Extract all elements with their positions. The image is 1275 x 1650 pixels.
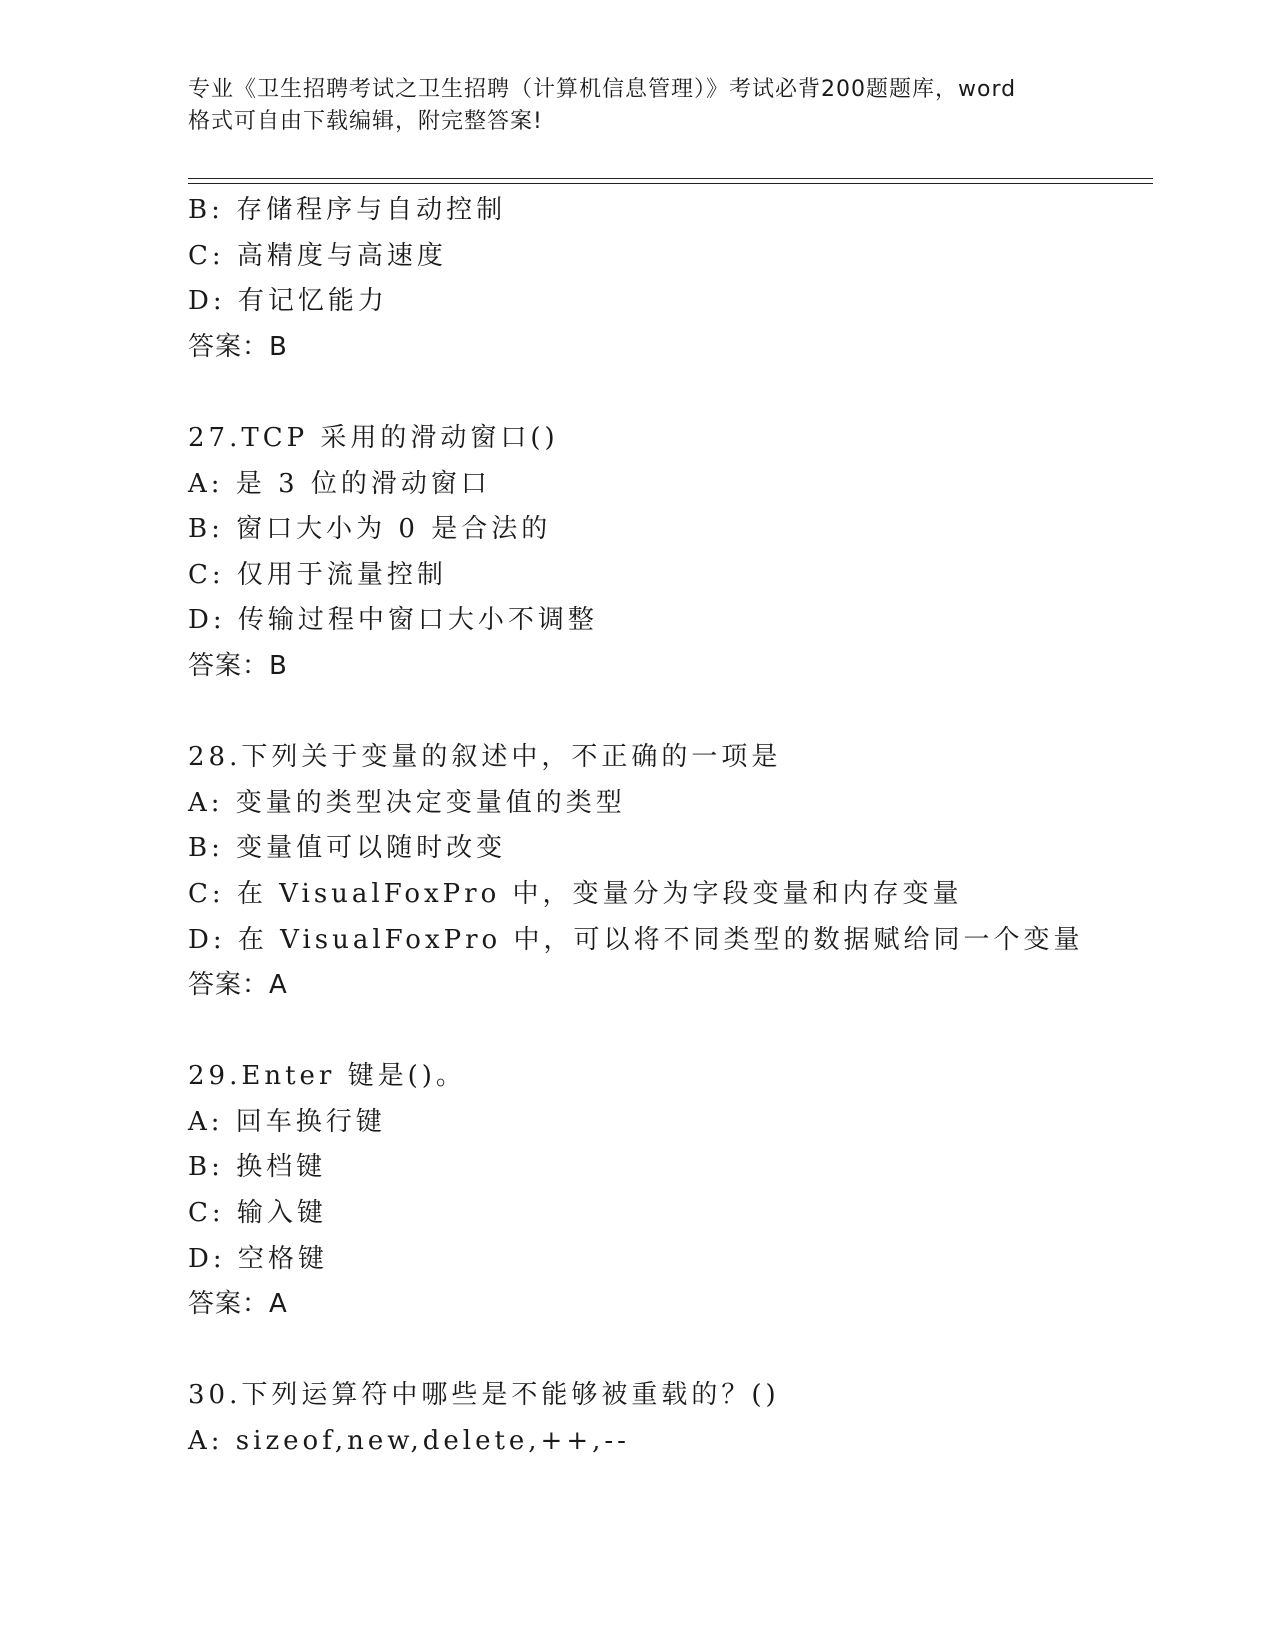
- question-text: 28.下列关于变量的叙述中，不正确的一项是: [188, 742, 782, 773]
- option-d: D: 传输过程中窗口大小不调整: [188, 605, 598, 636]
- question-block-30: [188, 1373, 1148, 1464]
- question-text: 29.Enter 键是()。: [188, 1061, 466, 1092]
- question-block-27: [188, 416, 1148, 690]
- answer-line: 答案：B: [188, 331, 288, 362]
- question-text: 27.TCP 采用的滑动窗口(): [188, 422, 559, 453]
- option-d: D: 在 VisualFoxPro 中，可以将不同类型的数据赋给同一个变量: [188, 924, 1084, 955]
- question-text: 30.下列运算符中哪些是不能够被重载的？(): [188, 1380, 780, 1411]
- answer-line: 答案：A: [188, 1289, 288, 1320]
- option-a: A: 回车换行键: [188, 1106, 386, 1137]
- spacer: [188, 1009, 1148, 1055]
- option-c: C: 输入键: [188, 1198, 327, 1229]
- option-b: B: 窗口大小为 0 是合法的: [188, 514, 552, 545]
- spacer: [188, 1328, 1148, 1374]
- option-d: D: 有记忆能力: [188, 286, 388, 317]
- answer-line: 答案：B: [188, 650, 288, 681]
- header-divider-top: [188, 178, 1153, 179]
- header-line-2: 格式可自由下载编辑，附完整答案!: [188, 109, 543, 134]
- answer-line: 答案：A: [188, 970, 288, 1001]
- question-block-26: [188, 188, 1148, 370]
- header-divider-bottom: [188, 183, 1153, 184]
- option-b: B: 变量值可以随时改变: [188, 833, 507, 864]
- option-a: A: 变量的类型决定变量值的类型: [188, 787, 626, 818]
- option-d: D: 空格键: [188, 1243, 328, 1274]
- option-c: C: 高精度与高速度: [188, 240, 447, 271]
- option-b: B: 换档键: [188, 1152, 327, 1183]
- option-b: B: 存储程序与自动控制: [188, 195, 507, 225]
- option-c: C: 在 VisualFoxPro 中，变量分为字段变量和内存变量: [188, 878, 963, 909]
- spacer: [188, 690, 1148, 736]
- question-list: [188, 188, 1148, 1465]
- header-line-1: 专业《卫生招聘考试之卫生招聘（计算机信息管理）》考试必背200题题库，word: [188, 77, 1017, 102]
- option-a: A: sizeof,new,delete,++,--: [188, 1426, 630, 1457]
- option-a: A: 是 3 位的滑动窗口: [188, 468, 491, 499]
- spacer: [188, 370, 1148, 416]
- question-block-28: [188, 735, 1148, 1009]
- question-block-29: [188, 1054, 1148, 1328]
- option-c: C: 仅用于流量控制: [188, 559, 447, 590]
- document-header: [188, 74, 1088, 138]
